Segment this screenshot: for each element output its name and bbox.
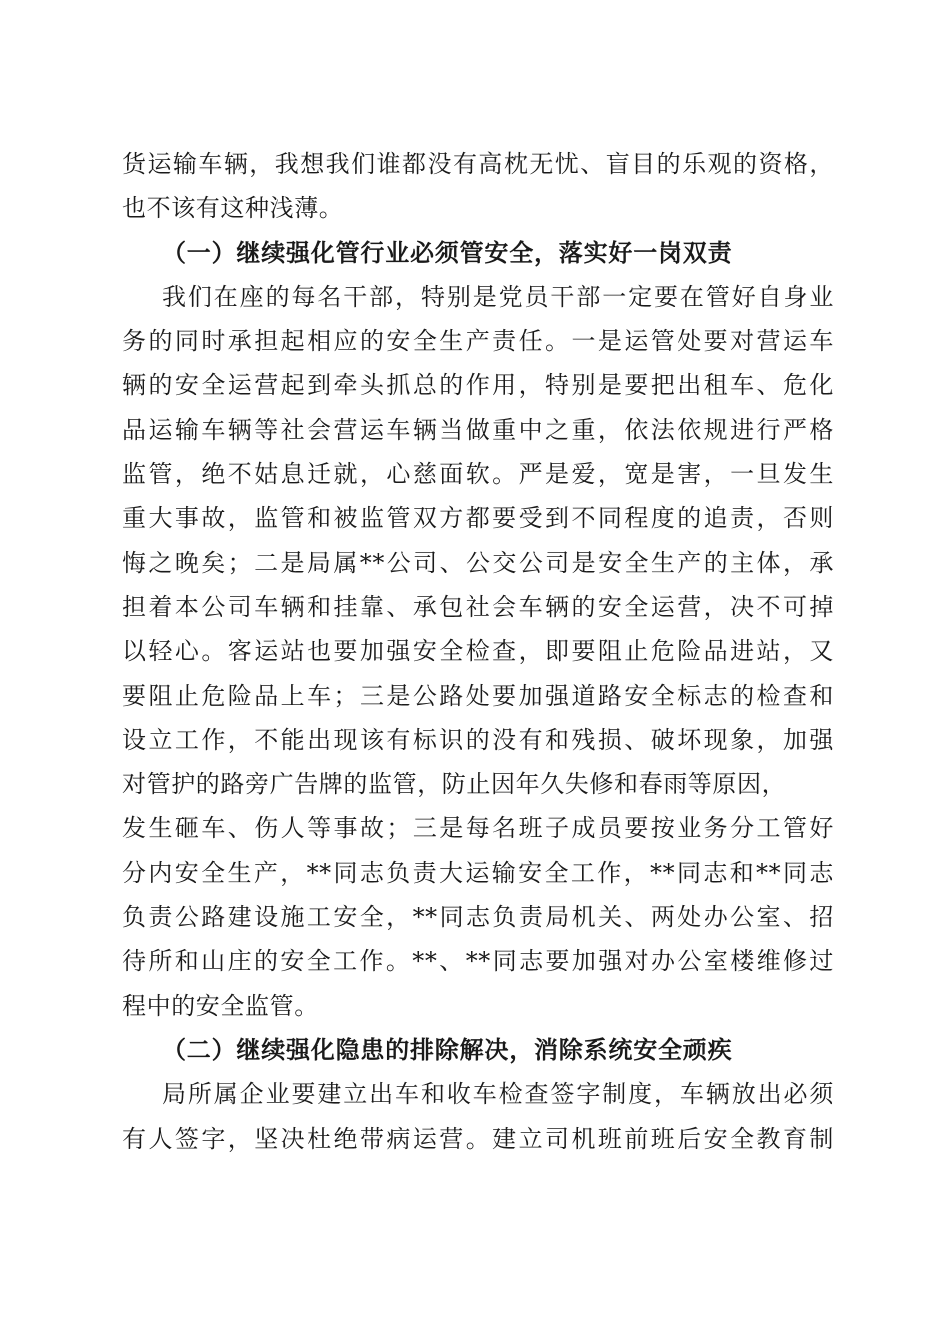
document-body — [122, 142, 834, 1161]
paragraph-line: 发生砸车、伤人等事故；三是每名班子成员要按业务分工管好 — [122, 814, 834, 843]
paragraph-line: 辆的安全运营起到牵头抓总的作用，特别是要把出租车、危化 — [122, 371, 834, 400]
paragraph-line: 也不该有这种浅薄。 — [122, 194, 344, 223]
paragraph-line: 悔之晚矣；二是局属**公司、公交公司是安全生产的主体，承 — [122, 548, 834, 577]
paragraph-line: 货运输车辆，我想我们谁都没有高枕无忧、盲目的乐观的资格， — [122, 150, 834, 178]
section-heading-1: （一）继续强化管行业必须管安全，落实好一岗双责 — [162, 238, 733, 267]
paragraph-line: 局所属企业要建立出车和收车检查签字制度，车辆放出必须 — [162, 1080, 834, 1109]
section-heading-2: （二）继续强化隐患的排除解决，消除系统安全顽疾 — [162, 1035, 733, 1064]
paragraph-line: 程中的安全监管。 — [122, 991, 319, 1020]
paragraph-line: 要阻止危险品上车；三是公路处要加强道路安全标志的检查和 — [122, 681, 834, 710]
paragraph-line: 担着本公司车辆和挂靠、承包社会车辆的安全运营，决不可掉 — [122, 592, 834, 621]
paragraph-line: 待所和山庄的安全工作。**、**同志要加强对办公室楼维修过 — [122, 947, 834, 976]
paragraph-line: 务的同时承担起相应的安全生产责任。一是运管处要对营运车 — [122, 327, 834, 356]
paragraph-line: 品运输车辆等社会营运车辆当做重中之重，依法依规进行严格 — [122, 415, 834, 444]
paragraph-line: 以轻心。客运站也要加强安全检查，即要阻止危险品进站，又 — [122, 637, 834, 666]
paragraph-line: 监管，绝不姑息迁就，心慈面软。严是爱，宽是害，一旦发生 — [122, 460, 834, 489]
paragraph-line: 对管护的路旁广告牌的监管，防止因年久失修和春雨等原因， — [122, 770, 787, 799]
paragraph-line: 重大事故，监管和被监管双方都要受到不同程度的追责，否则 — [122, 504, 834, 533]
paragraph-line: 负责公路建设施工安全，**同志负责局机关、两处办公室、招 — [122, 903, 834, 932]
paragraph-line: 有人签字，坚决杜绝带病运营。建立司机班前班后安全教育制 — [122, 1124, 834, 1153]
paragraph-line: 我们在座的每名干部，特别是党员干部一定要在管好自身业 — [162, 282, 834, 311]
paragraph-line: 分内安全生产，**同志负责大运输安全工作，**同志和**同志 — [122, 858, 834, 887]
paragraph-line: 设立工作，不能出现该有标识的没有和残损、破坏现象，加强 — [122, 725, 834, 754]
